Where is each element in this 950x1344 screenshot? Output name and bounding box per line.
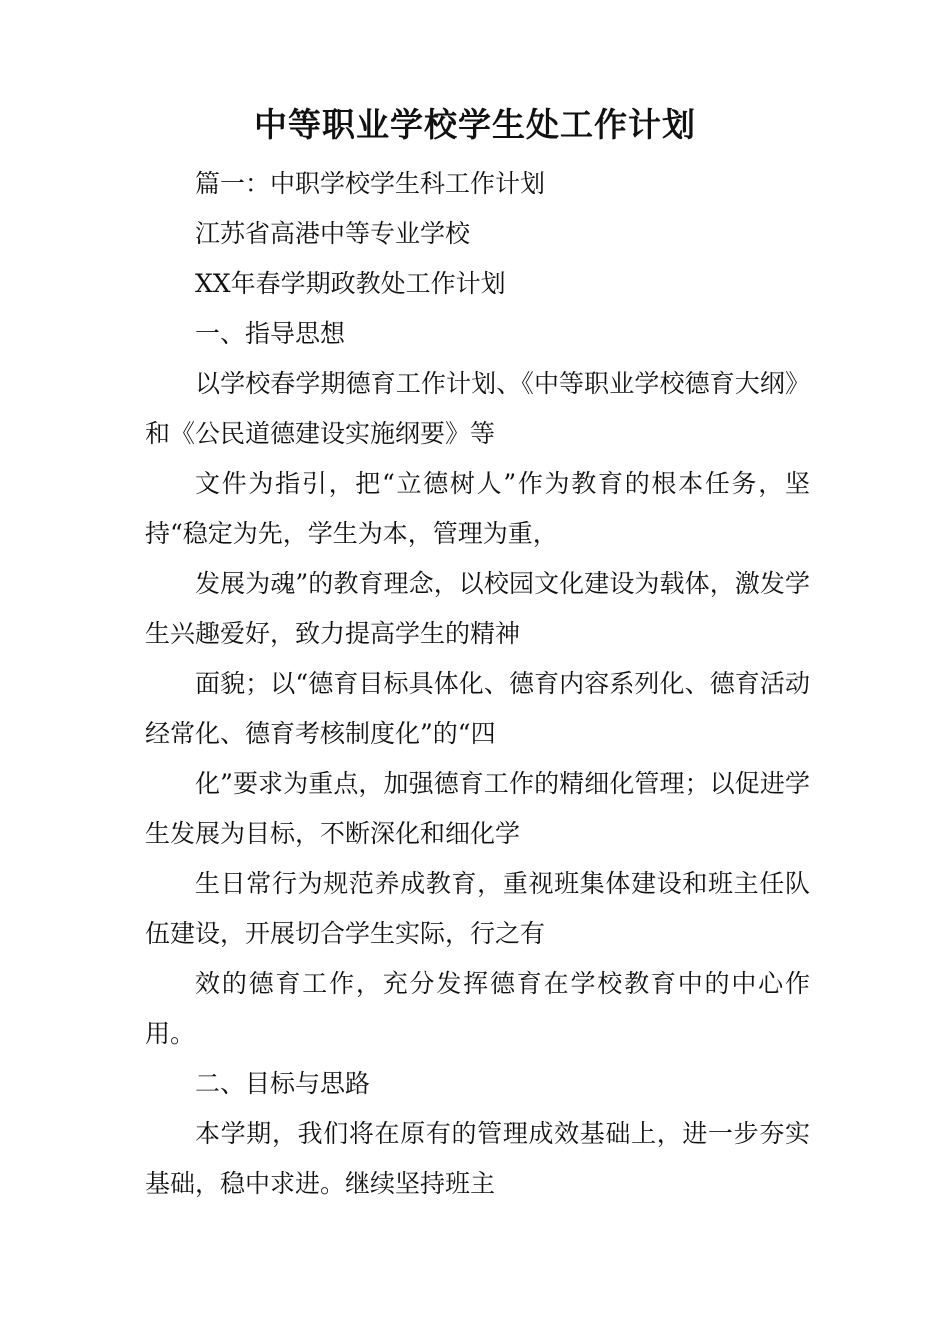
paragraph-school-name: 江苏省高港中等专业学校 <box>195 219 471 248</box>
paragraph-text: 发展为魂”的教育理念，以校园文化建设为载体，激发学生兴趣爱好，致力提高学生的精神 <box>145 569 810 648</box>
paragraph-section-heading: 篇一：中职学校学生科工作计划 <box>195 169 546 198</box>
paragraph-text: 化”要求为重点，加强德育工作的精细化管理；以促进学生发展为目标，不断深化和细化学 <box>145 769 810 848</box>
paragraph-text: 本学期，我们将在原有的管理成效基础上，进一步夯实基础，稳中求进。继续坚持班主 <box>145 1119 810 1198</box>
paragraph-text: 生日常行为规范养成教育，重视班集体建设和班主任队伍建设，开展切合学生实际，行之有 <box>145 869 810 948</box>
paragraph-text: 文件为指引，把“立德树人”作为教育的根本任务，坚持“稳定为先，学生为本，管理为重， <box>145 469 810 548</box>
paragraph-text: 效的德育工作，充分发挥德育在学校教育中的中心作用。 <box>145 969 810 1048</box>
paragraph-heading-guiding-ideology: 一、指导思想 <box>195 319 346 348</box>
paragraph-heading-goals: 二、目标与思路 <box>195 1069 371 1098</box>
paragraph-plan-title: XX年春学期政教处工作计划 <box>195 269 506 298</box>
document-title: 中等职业学校学生处工作计划 <box>254 105 696 144</box>
paragraph-text: 面貌；以“德育目标具体化、德育内容系列化、德育活动经常化、德育考核制度化”的“四 <box>145 669 810 748</box>
document-body <box>145 159 810 1209</box>
paragraph-text: 以学校春学期德育工作计划、《中等职业学校德育大纲》和《公民道德建设实施纲要》等 <box>145 369 810 448</box>
